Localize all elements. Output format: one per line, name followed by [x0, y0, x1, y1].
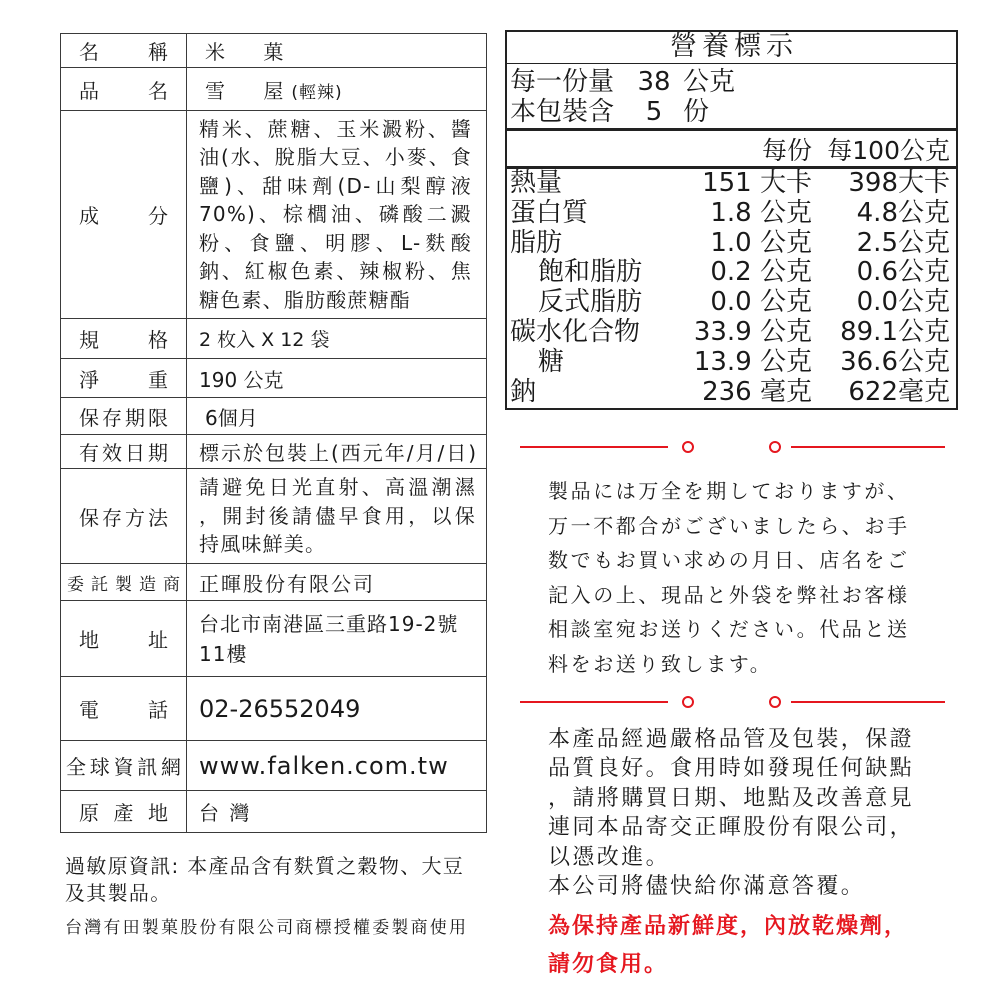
nutrient-name: 碳水化合物 — [510, 316, 641, 347]
japanese-notice-line: 万一不都合がございましたら、お手 — [548, 513, 910, 538]
ingredients-line: 粉、食鹽、明膠、L-麩酸 — [199, 230, 472, 255]
spec-row-product — [61, 68, 486, 111]
address-line: 11樓 — [199, 641, 248, 666]
divider-dot — [769, 441, 781, 453]
servings-unit: 份 — [683, 97, 710, 127]
spec-value-cell — [187, 359, 486, 397]
storage-label: 保存方法 — [79, 505, 168, 530]
japanese-notice-line: 料をお送り致します。 — [548, 651, 773, 676]
nutrient-name: 蛋白質 — [510, 197, 589, 228]
nutrient-per-serving: 1.8 公克 — [710, 197, 812, 228]
spec-label-cell — [61, 677, 187, 740]
ingredients-line: 鈉、紅椒色素、辣椒粉、焦 — [199, 259, 472, 284]
ingredients-line: 油(水、脫脂大豆、小麥、食 — [199, 145, 472, 170]
nutrition-facts-panel — [505, 30, 958, 410]
shelf-life-label: 保存期限 — [79, 405, 168, 430]
shelf-life-value: 6個月 — [205, 405, 258, 430]
phone-number: 02-26552049 — [199, 694, 361, 723]
quality-notice — [548, 725, 938, 901]
divider-dot — [769, 696, 781, 708]
product-spec-table — [60, 33, 487, 833]
origin-label: 原 產 地 — [79, 801, 168, 825]
nutrient-per-100g: 622毫克 — [848, 376, 950, 407]
quality-notice-line: 本產品經過嚴格品管及包裝，保證 — [548, 727, 915, 752]
quality-notice-line: 本公司將儘快給你滿意答覆。 — [548, 874, 866, 900]
website-url: www.falken.com.tw — [199, 751, 449, 780]
storage-line: 請避免日光直射、高溫潮濕 — [199, 475, 476, 500]
desiccant-warning-line: 請勿食用。 — [548, 952, 669, 977]
nutrient-name: 飽和脂肪 — [538, 257, 643, 288]
spec-label-cell — [61, 398, 187, 434]
servings-per-pack-line — [507, 97, 956, 127]
nutrient-name: 糖 — [538, 346, 565, 377]
serving-size-label: 每一份量 — [510, 67, 615, 97]
divider-dot — [682, 696, 694, 708]
nutrient-per-serving: 13.9 公克 — [693, 346, 812, 377]
manufacturer-value: 正暉股份有限公司 — [199, 571, 375, 596]
nutrient-name: 脂肪 — [510, 227, 563, 258]
quality-notice-line: 品質良好。食用時如發現任何缺點 — [548, 756, 915, 782]
allergen-line: 過敏原資訊: 本產品含有麩質之穀物、大豆 — [65, 854, 465, 878]
japanese-notice-line: 記入の上、現品と外袋を弊社お客様 — [548, 582, 910, 607]
name-label: 名 稱 — [79, 40, 168, 64]
nutrient-name: 熱量 — [510, 168, 563, 198]
nutrition-rows — [507, 169, 956, 407]
nutrient-per-100g: 2.5公克 — [856, 227, 950, 258]
nutrient-per-serving: 0.2 公克 — [710, 257, 812, 288]
ingredients-line: 精米、蔗糖、玉米澱粉、醬 — [199, 116, 472, 141]
serving-size-unit: 公克 — [683, 67, 736, 97]
spec-value-cell — [187, 677, 486, 740]
origin-value: 台 灣 — [199, 801, 252, 825]
ingredients-label: 成 分 — [79, 204, 168, 228]
serving-info — [507, 64, 956, 131]
website-label: 全球資訊網 — [66, 755, 181, 779]
japanese-notice-line: 相談室宛お送りください。代品と送 — [548, 617, 910, 642]
spec-label-cell — [61, 601, 187, 676]
spec-row-address — [61, 601, 486, 677]
divider-line-left — [520, 446, 668, 448]
product-name-wrap — [199, 75, 476, 104]
storage-line: 持風味鮮美。 — [199, 532, 327, 557]
nutrition-row — [507, 378, 956, 408]
spec-row-website — [61, 741, 486, 791]
nutrition-row — [507, 199, 956, 229]
allergen-line: 及其製品。 — [65, 881, 172, 905]
spec-row-shelf-life — [61, 398, 486, 435]
expiry-label: 有效日期 — [79, 441, 168, 465]
nutrient-per-100g: 398大卡 — [848, 168, 950, 198]
nutrition-column-header — [507, 131, 956, 169]
serving-size-line — [507, 67, 956, 97]
nutrition-row — [507, 348, 956, 378]
nutrition-row — [507, 318, 956, 348]
ingredients-list — [187, 111, 486, 318]
nutrient-per-serving: 151 大卡 — [702, 168, 812, 198]
nutrient-name: 反式脂肪 — [538, 287, 643, 318]
spec-row-manufacturer — [61, 564, 486, 601]
spec-label-cell — [61, 791, 187, 832]
serving-size-value: 38 — [637, 67, 671, 97]
product-variant: (輕辣) — [291, 82, 343, 103]
japanese-notice — [548, 474, 938, 682]
spec-label-cell — [61, 34, 187, 67]
spec-label-cell — [61, 359, 187, 397]
quality-notice-line: 連同本品寄交正暉股份有限公司， — [548, 815, 915, 841]
desiccant-warning-line: 為保持產品新鮮度，內放乾燥劑， — [548, 914, 909, 939]
spec-row-name — [61, 34, 486, 68]
quality-notice-line: 以憑改進。 — [548, 844, 671, 870]
spec-value-cell — [187, 34, 486, 67]
address-value — [187, 601, 486, 676]
nutrition-row — [507, 258, 956, 288]
spec-row-net-weight — [61, 359, 486, 398]
spec-label-cell — [61, 111, 187, 318]
spec-row-storage — [61, 469, 486, 564]
spec-row-expiry — [61, 435, 486, 469]
license-note: 台灣有田製菓股份有限公司商標授權委製商使用 — [65, 918, 469, 938]
nutrient-per-100g: 36.6公克 — [840, 346, 950, 377]
manufacturer-label: 委託製造商 — [67, 574, 180, 595]
nutrition-row — [507, 288, 956, 318]
spec-value-cell — [187, 791, 486, 832]
spec-label-cell — [61, 741, 187, 790]
divider-dot — [682, 441, 694, 453]
nutrient-per-100g: 0.6公克 — [856, 257, 950, 288]
nutrition-row — [507, 229, 956, 259]
nutrient-per-100g: 89.1公克 — [840, 316, 950, 347]
per-100g-header: 每100公克 — [827, 135, 950, 165]
spec-value-cell — [187, 741, 486, 790]
spec-row-ingredients — [61, 111, 486, 319]
ingredients-line: 鹽)、甜味劑(D-山梨醇液 — [199, 173, 472, 198]
address-label: 地 址 — [79, 628, 168, 652]
product-label: 品 名 — [79, 78, 168, 103]
net-weight-value: 190 公克 — [199, 367, 284, 392]
package-spec: 2 枚入 X 12 袋 — [199, 329, 330, 351]
nutrient-per-serving: 1.0 公克 — [710, 227, 812, 258]
net-weight-label: 淨 重 — [79, 367, 168, 392]
japanese-notice-line: 数でもお買い求めの月日、店名をご — [548, 548, 910, 573]
spec-value-cell — [187, 398, 486, 434]
spec-row-spec — [61, 319, 486, 359]
ingredients-line: 70%)、棕櫚油、磷酸二澱 — [199, 202, 472, 227]
spec-label: 規 格 — [79, 328, 168, 352]
spec-label-cell — [61, 319, 187, 358]
address-line: 台北市南港區三重路19-2號 — [199, 611, 459, 636]
ingredients-line: 糖色素、脂肪酸蔗糖酯 — [199, 287, 411, 312]
per-serving-header: 每份 — [761, 135, 812, 165]
storage-instructions — [187, 469, 486, 563]
nutrition-row — [507, 169, 956, 199]
spec-label-cell — [61, 68, 187, 110]
spec-value-cell — [187, 564, 486, 600]
divider-line-right — [791, 701, 945, 703]
nutrition-title: 營養標示 — [507, 32, 956, 64]
spec-value-cell — [187, 68, 486, 110]
spec-label-cell — [61, 435, 187, 468]
nutrient-name: 鈉 — [510, 376, 537, 407]
desiccant-warning — [548, 908, 938, 984]
divider-line-left — [520, 701, 668, 703]
spec-label-cell — [61, 469, 187, 563]
storage-line: ，開封後請儘早食用，以保 — [199, 503, 476, 528]
divider-line-right — [791, 446, 945, 448]
nutrient-per-serving: 236 毫克 — [702, 376, 812, 407]
nutrient-per-serving: 33.9 公克 — [693, 316, 812, 347]
spec-value-cell — [187, 319, 486, 358]
servings-label: 本包裝含 — [510, 97, 615, 127]
spec-value-cell — [187, 435, 486, 468]
nutrient-per-100g: 4.8公克 — [856, 197, 950, 228]
japanese-notice-line: 製品には万全を期しておりますが、 — [548, 479, 910, 503]
expiry-value: 標示於包裝上(西元年/月/日) — [199, 441, 479, 465]
spec-label-cell — [61, 564, 187, 600]
quality-notice-line: ，請將購買日期、地點及改善意見 — [548, 785, 915, 811]
nutrient-per-serving: 0.0 公克 — [710, 287, 812, 318]
nutrient-per-100g: 0.0公克 — [856, 287, 950, 318]
phone-label: 電 話 — [79, 698, 168, 722]
spec-row-phone — [61, 677, 486, 741]
product-name: 雪 屋 — [205, 78, 300, 103]
product-category: 米 菓 — [205, 40, 300, 64]
servings-value: 5 — [645, 97, 663, 127]
spec-row-origin — [61, 791, 486, 832]
allergen-info — [65, 853, 485, 907]
